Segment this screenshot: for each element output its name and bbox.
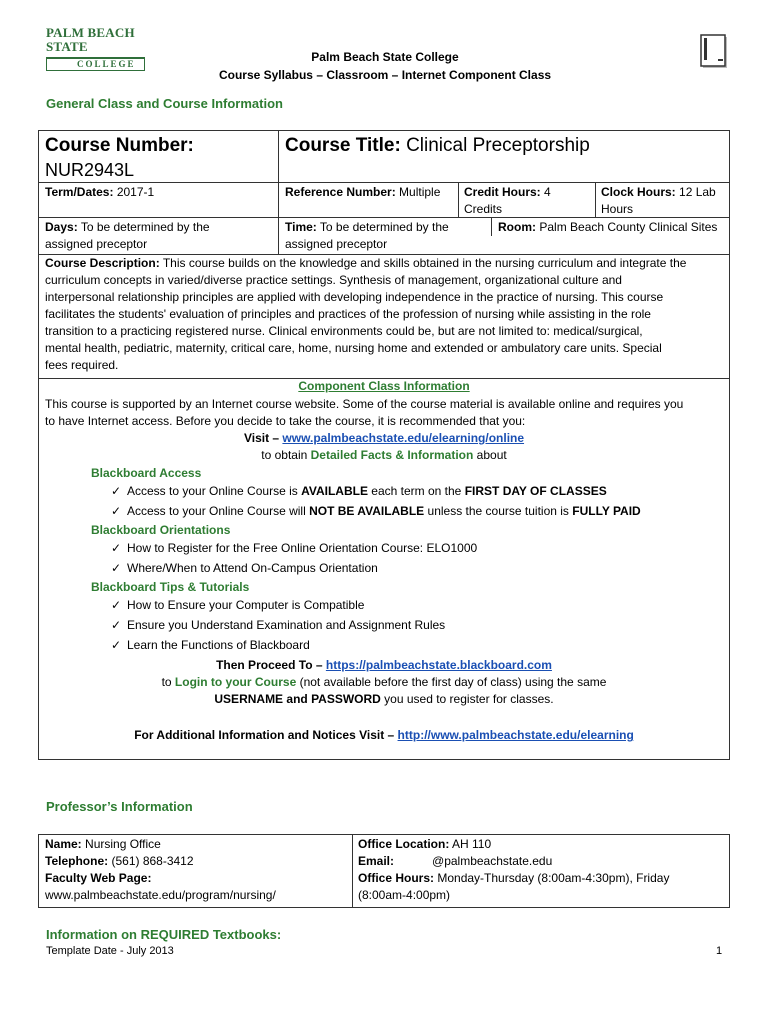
days-value: To be determined by the [80, 220, 210, 234]
professor-info-heading: Professor’s Information [46, 799, 193, 814]
email-label: Email: [358, 854, 395, 868]
time-value-cont: assigned preceptor [285, 237, 388, 251]
elearning-link[interactable]: http://www.palmbeachstate.edu/elearning [397, 728, 634, 742]
blackboard-access-heading: Blackboard Access [91, 466, 202, 480]
check-icon: ✓ [111, 504, 122, 518]
course-description-label: Course Description: [45, 256, 160, 270]
course-title-value: Clinical Preceptorship [406, 135, 590, 156]
course-description: Course Description: This course builds on the knowledge and skills obtained in the nursing curriculum and integrate the curriculum concepts in varied/diverse practice settings. Synthesis of management, organizational culture and interpersonal relationship principles are applied with developing independence in the practice of nursing. This course facilitates the students' evaluation of principles and practices of the profession of nursing while assisting in the role transition to a practicing registered nurse. Clinical environments could be, but are not limited to: medical/surgical, mental health, pediatric, maternity, critical care, home, nursing home and extended or ambulatory care units. Special fees required. [45, 256, 687, 372]
tips-item: How to Ensure your Computer is Compatible [127, 598, 365, 612]
general-info-heading: General Class and Course Information [46, 96, 283, 111]
textbooks-heading: Information on REQUIRED Textbooks: [46, 927, 282, 942]
reference-number-value: Multiple [399, 185, 441, 199]
logo-line1: PALM BEACH STATE [46, 25, 135, 54]
elearning-online-link[interactable]: www.palmbeachstate.edu/elearning/online [282, 431, 525, 445]
credit-hours-label: Credit Hours: [464, 185, 541, 199]
proceed-label: Then Proceed To – [216, 658, 326, 672]
blackboard-tips-heading: Blackboard Tips & Tutorials [91, 580, 250, 594]
template-date: Template Date - July 2013 [46, 945, 174, 957]
course-info-table: Course Number: NUR2943L Course Title: Clinical Preceptorship Term/Dates: 2017-1 Reference Number: Multiple Credit Hours: 4 Credits Clock Hours: 12 Lab Hours Days: To be determined by the assigned preceptor Time: To be determined by the assigned preceptor Room: Palm Beach County Clinical Sites Course Description: This course builds on the knowledge and skills obtained in the nursing curriculum and integrate the curriculum concepts in varied/diverse practice settings. Synthesis of management, organizational culture and interpersonal relationship principles are applied with developing independence in the practice of nursing. This course facilitates the students' evaluation of principles and practices of the profession of nursing while assisting in the role transition to a practicing registered nurse. Clinical environments could be, but are not limited to: medical/surgical, mental health, pediatric, maternity, critical care, home, nursing home and extended or ambulatory care units. Special fees required. Component Class Information This course is supported by an Internet course website. Some of the course material is available online and requires you to have Internet access. Before you decide to take the course, it is recommended that you: Visit – www.palmbeachstate.edu/elearning/online to obtain Detailed Facts & Information about Blackboard Access ✓ Access to your Online Course is AVAILABLE each term on the FIRST DAY OF CLASSES ✓ Access to your Online Course will NOT BE AVAILABLE unless the course tuition is FULLY PAID Blackboard Orientations ✓ How to Register for the Free Online Orientation Course: ELO1000 ✓ Where/When to Attend On-Campus Orientation Blackboard Tips & Tutorials ✓ How to Ensure your Computer is Compatible ✓ Ensure you Understand Examination and Assignment Rules ✓ Learn the Functions of Blackboard Then Proceed To – https://palmbeachstate.blackboard.com to Login to your Course (not available before the first day of class) using the same USERNAME and PASSWORD you used to register for classes. For Additional Information and Notices Visit – http://www.palmbeachstate.edu/elearning [38, 130, 730, 760]
check-icon: ✓ [111, 561, 122, 575]
telephone-value: (561) 868-3412 [111, 854, 194, 868]
name-label: Name: [45, 837, 82, 851]
header-college: Palm Beach State College [311, 50, 459, 64]
component-heading: Component Class Information [298, 379, 470, 393]
detailed-facts-text: Detailed Facts & Information [310, 448, 474, 462]
tips-item: Learn the Functions of Blackboard [127, 638, 310, 652]
faculty-web-label: Faculty Web Page: [45, 871, 152, 885]
clock-hours-unit: Hours [601, 202, 634, 216]
time-value: To be determined by the [319, 220, 449, 234]
course-number-label: Course Number: [45, 135, 194, 156]
check-icon: ✓ [111, 484, 122, 498]
tips-item: Ensure you Understand Examination and Assignment Rules [127, 618, 446, 632]
office-hours-label: Office Hours: [358, 871, 435, 885]
additional-info-label: For Additional Information and Notices Visit – [134, 728, 398, 742]
professor-info-table [38, 834, 730, 908]
credit-hours-unit: Credits [464, 202, 503, 216]
component-intro-2: to have Internet access. Before you decide to take the course, it is recommended that you: [45, 414, 526, 428]
office-hours-value-cont: (8:00am-4:00pm) [358, 888, 451, 902]
blackboard-orientations-heading: Blackboard Orientations [91, 523, 231, 537]
logo-line2: COLLEGE [46, 57, 145, 71]
college-logo [46, 26, 156, 72]
office-hours-value: Monday-Thursday (8:00am-4:30pm), Friday [437, 871, 670, 885]
name-value: Nursing Office [85, 837, 161, 851]
room-label: Room: [498, 220, 536, 234]
check-icon: ✓ [111, 541, 122, 555]
orientation-item: Where/When to Attend On-Campus Orientation [127, 561, 378, 575]
visit-label: Visit – [243, 431, 283, 445]
orientation-item: How to Register for the Free Online Orientation Course: ELO1000 [127, 541, 478, 555]
room-value: Palm Beach County Clinical Sites [539, 220, 718, 234]
faculty-web-value[interactable]: www.palmbeachstate.edu/program/nursing/ [45, 888, 276, 902]
clock-hours-label: Clock Hours: [601, 185, 676, 199]
email-value[interactable]: @palmbeachstate.edu [432, 854, 553, 868]
username-password-text: USERNAME and PASSWORD [214, 692, 381, 706]
term-label: Term/Dates: [45, 185, 114, 199]
term-value: 2017-1 [116, 185, 155, 199]
office-location-label: Office Location: [358, 837, 450, 851]
course-number-value: NUR2943L [45, 160, 135, 180]
course-title-label: Course Title: [285, 135, 401, 156]
blackboard-link[interactable]: https://palmbeachstate.blackboard.com [325, 658, 552, 672]
days-value-cont: assigned preceptor [45, 237, 148, 251]
time-label: Time: [285, 220, 317, 234]
credit-hours-value: 4 [544, 185, 551, 199]
component-intro-1: This course is supported by an Internet course website. Some of the course material is available online and requires you [45, 397, 684, 411]
telephone-label: Telephone: [45, 854, 109, 868]
header-syllabus: Course Syllabus – Classroom – Internet Component Class [218, 68, 552, 82]
check-icon: ✓ [111, 638, 122, 652]
days-label: Days: [45, 220, 78, 234]
check-icon: ✓ [111, 598, 122, 612]
login-course-text: Login to your Course [174, 675, 297, 689]
reference-number-label: Reference Number: [285, 185, 396, 199]
clock-hours-value: 12 Lab [679, 185, 716, 199]
page-number: 1 [716, 945, 723, 957]
check-icon: ✓ [111, 618, 122, 632]
office-location-value: AH 110 [452, 837, 492, 851]
